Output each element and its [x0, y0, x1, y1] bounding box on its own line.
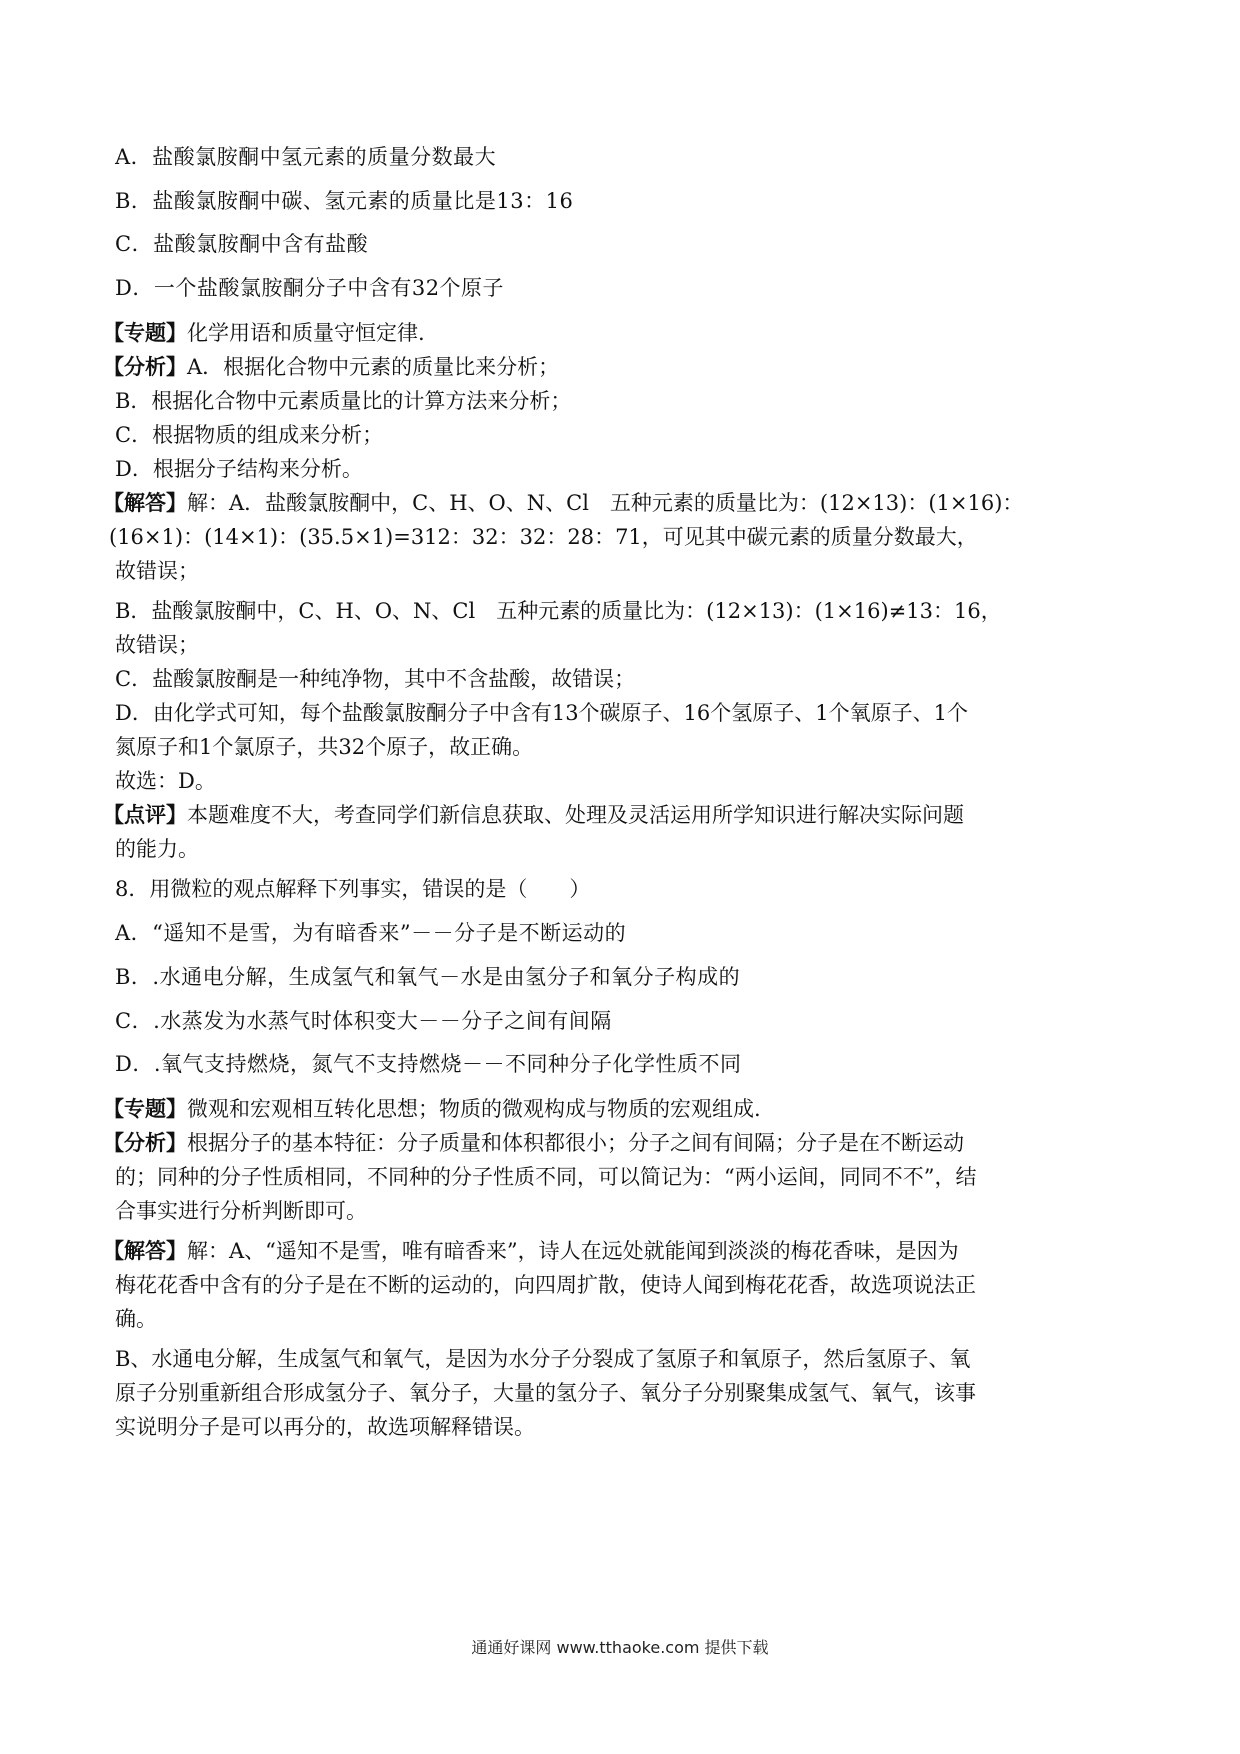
q8-answer-line: 原子分别重新组合形成氢分子、氧分子，大量的氢分子、氧分子分别聚集成氢气、氧气，该事: [115, 1381, 976, 1405]
q7-answer-line: 故错误；: [115, 559, 199, 583]
q7-answer-line: (16×1)：(14×1)：(35.5×1)=312：32：32：28：71，可见其中碳元素的质量分数最大，: [109, 525, 978, 549]
q8-answer: [103, 1236, 1123, 1266]
q7-answer-line: 故错误；: [115, 633, 199, 657]
answer-text: 解：A、“遥知不是雪，唯有暗香来”，诗人在远处就能闻到淡淡的梅花香味，是因为: [187, 1239, 959, 1263]
q8-stem: 8．用微粒的观点解释下列事实，错误的是（ ）: [115, 877, 591, 901]
q7-option-b: B．盐酸氯胺酮中碳、氢元素的质量比是13：16: [115, 189, 574, 213]
topic-text: 化学用语和质量守恒定律.: [187, 321, 425, 345]
q7-topic: [103, 318, 1123, 348]
page-footer: 通通好课网 www.tthaoke.com 提供下载: [471, 1638, 769, 1657]
topic-tag: 【专题】: [103, 320, 187, 345]
q8-answer-line: 确。: [115, 1307, 157, 1331]
q7-option-d: D．一个盐酸氯胺酮分子中含有32个原子: [115, 276, 505, 300]
analysis-tag: 【分析】: [103, 354, 187, 379]
answer-tag: 【解答】: [103, 1238, 187, 1263]
analysis-text: A．根据化合物中元素的质量比来分析；: [187, 355, 560, 379]
q7-option-a: A．盐酸氯胺酮中氢元素的质量分数最大: [115, 145, 497, 169]
q8-analysis-line: 合事实进行分析判断即可。: [115, 1199, 367, 1223]
topic-tag: 【专题】: [103, 1096, 187, 1121]
answer-text: 解：A．盐酸氯胺酮中，C、H、O、N、Cl 五种元素的质量比为：(12×13)：(1×16)：: [187, 491, 1024, 515]
q7-answer: [103, 488, 1123, 518]
q8-option-b: B．.水通电分解，生成氢气和氧气－水是由氢分子和氧分子构成的: [115, 965, 741, 989]
q8-option-c: C．.水蒸发为水蒸气时体积变大－－分子之间有间隔: [115, 1009, 612, 1033]
q7-analysis: [103, 352, 1123, 382]
q7-analysis-line: C．根据物质的组成来分析；: [115, 423, 384, 447]
q8-option-a: A．“遥知不是雪，为有暗香来”－－分子是不断运动的: [115, 921, 627, 945]
q8-analysis: [103, 1128, 1123, 1158]
q7-analysis-line: D．根据分子结构来分析。: [115, 457, 363, 481]
comment-text: 本题难度不大，考查同学们新信息获取、处理及灵活运用所学知识进行解决实际问题: [187, 803, 964, 827]
q7-answer-line: 故选：D。: [115, 769, 216, 793]
analysis-tag: 【分析】: [103, 1130, 187, 1155]
q7-comment-line: 的能力。: [115, 837, 199, 861]
q7-answer-line: D．由化学式可知，每个盐酸氯胺酮分子中含有13个碳原子、16个氢原子、1个氧原子、1个: [115, 701, 968, 725]
q7-answer-line: C．盐酸氯胺酮是一种纯净物，其中不含盐酸，故错误；: [115, 667, 636, 691]
q8-answer-line: 实说明分子是可以再分的，故选项解释错误。: [115, 1415, 535, 1439]
answer-tag: 【解答】: [103, 490, 187, 515]
topic-text: 微观和宏观相互转化思想；物质的微观构成与物质的宏观组成.: [187, 1097, 761, 1121]
q7-answer-line: 氮原子和1个氯原子，共32个原子，故正确。: [115, 735, 534, 759]
q8-answer-line: B、水通电分解，生成氢气和氧气，是因为水分子分裂成了氢原子和氧原子，然后氢原子、氧: [115, 1347, 971, 1371]
q7-option-c: C．盐酸氯胺酮中含有盐酸: [115, 232, 369, 256]
q7-answer-line: B．盐酸氯胺酮中，C、H、O、N、Cl 五种元素的质量比为：(12×13)：(1×16)≠13：16，: [115, 599, 1002, 623]
analysis-text: 根据分子的基本特征：分子质量和体积都很小；分子之间有间隔；分子是在不断运动: [187, 1131, 964, 1155]
q7-comment: [103, 800, 1123, 830]
q7-analysis-line: B．根据化合物中元素质量比的计算方法来分析；: [115, 389, 572, 413]
comment-tag: 【点评】: [103, 802, 187, 827]
q8-analysis-line: 的；同种的分子性质相同，不同种的分子性质不同，可以简记为：“两小运间，同同不不”，结: [115, 1165, 977, 1189]
q8-answer-line: 梅花花香中含有的分子是在不断的运动的，向四周扩散，使诗人闻到梅花花香，故选项说法正: [115, 1273, 976, 1297]
q8-topic: [103, 1094, 1123, 1124]
q8-option-d: D．.氧气支持燃烧，氮气不支持燃烧－－不同种分子化学性质不同: [115, 1052, 742, 1076]
